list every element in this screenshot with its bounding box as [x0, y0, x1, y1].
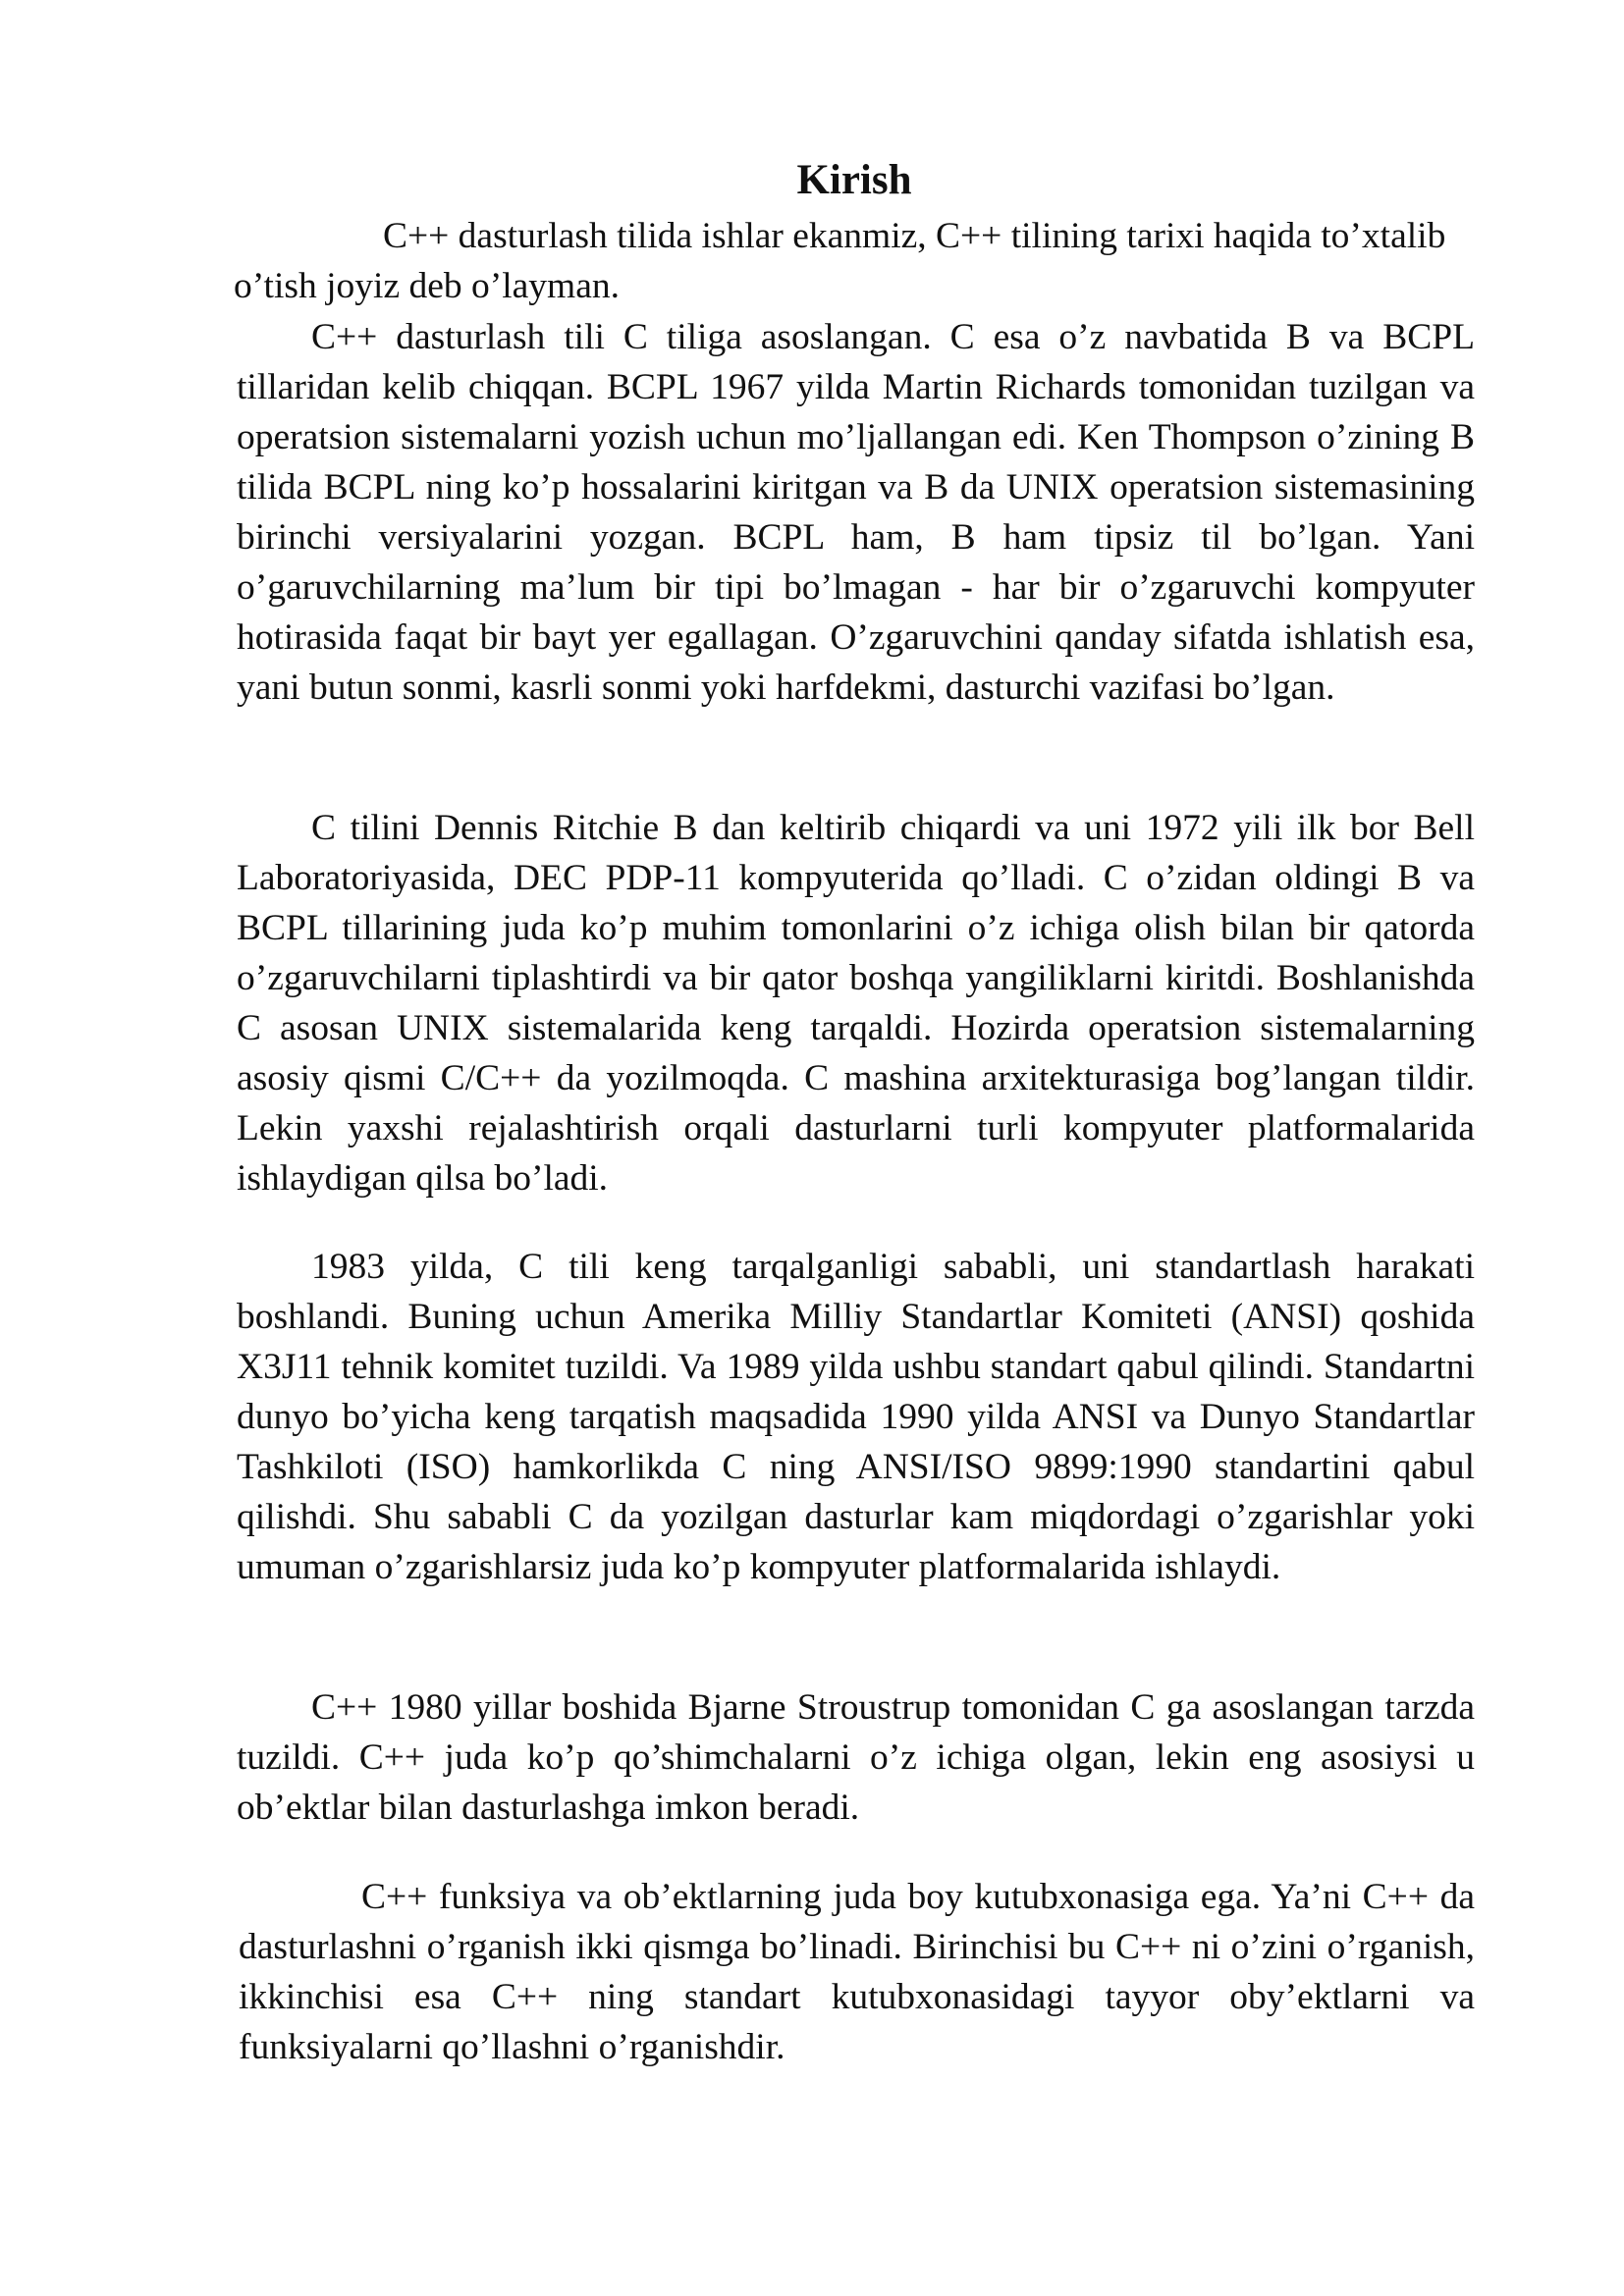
paragraph-intro: C++ dasturlash tilida ishlar ekanmiz, C++ tilining tarixi haqida to’xtalib o’tish joyiz deb o’layman.: [234, 216, 1446, 306]
page-title: Kirish: [796, 157, 912, 203]
paragraph-cpp-creation: C++ 1980 yillar boshida Bjarne Stroustrup tomonidan C ga asoslangan tarzda tuzildi. C++ juda ko’p qo’shimchalarni o’z ichiga olgan, lekin eng asosiysi u ob’ektlar bilan dasturlashga imkon beradi.: [237, 1687, 1475, 1828]
paragraph-cpp-library: C++ funksiya va ob’ektlarning juda boy kutubxonasiga ega. Ya’ni C++ da dasturlashni o’rganish ikki qismga bo’linadi. Birinchisi bu C++ ni o’zini o’rganish, ikkinchisi esa C++ ning standart kutubxonasidagi tayyor oby’ektlarni va funksiyalarni qo’llashni o’rganishdir.: [239, 1877, 1475, 2067]
paragraph-origins: C++ dasturlash tili C tiliga asoslangan. C esa o’z navbatida B va BCPL tillaridan kelib chiqqan. BCPL 1967 yilda Martin Richards tomonidan tuzilgan va operatsion sistemalarni yozish uchun mo’ljallangan edi. Ken Thompson o’zining B tilida BCPL ning ko’p hossalarini kiritgan va B da UNIX operatsion sistemasining birinchi versiyalarini yozgan. BCPL ham, B ham tipsiz til bo’lgan. Yani o’garuvchilarning ma’lum bir tipi bo’lmagan - har bir o’zgaruvchi kompyuter hotirasida faqat bir bayt yer egallagan. O’zgaruvchini qanday sifatda ishlatish esa, yani butun sonmi, kasrli sonmi yoki harfdekmi, dasturchi vazifasi bo’lgan.: [237, 317, 1475, 708]
paragraph-c-language: C tilini Dennis Ritchie B dan keltirib chiqardi va uni 1972 yili ilk bor Bell Laboratoriyasida, DEC PDP-11 kompyuterida qo’lladi. C o’zidan oldingi B va BCPL tillarining juda ko’p muhim tomonlarini o’z ichiga olish bilan bir qatorda o’zgaruvchilarni tiplashtirdi va bir qator boshqa yangiliklarni kiritdi. Boshlanishda C asosan UNIX sistemalarida keng tarqaldi. Hozirda operatsion sistemalarning asosiy qismi C/C++ da yozilmoqda. C mashina arxitekturasiga bog’langan tildir. Lekin yaxshi rejalashtirish orqali dasturlarni turli kompyuter platformalarida ishlaydigan qilsa bo’ladi.: [237, 808, 1475, 1199]
paragraph-standardization: 1983 yilda, C tili keng tarqalganligi sababli, uni standartlash harakati boshlandi. Buning uchun Amerika Milliy Standartlar Komiteti (ANSI) qoshida X3J11 tehnik komitet tuzildi. Va 1989 yilda ushbu standart qabul qilindi. Standartni dunyo bo’yicha keng tarqatish maqsadida 1990 yilda ANSI va Dunyo Standartlar Tashkiloti (ISO) hamkorlikda C ning ANSI/ISO 9899:1990 standartini qabul qilishdi. Shu sababli C da yozilgan dasturlar kam miqdordagi o’zgarishlar yoki umuman o’zgarishlarsiz juda ko’p kompyuter platformalarida ishlaydi.: [237, 1247, 1475, 1587]
